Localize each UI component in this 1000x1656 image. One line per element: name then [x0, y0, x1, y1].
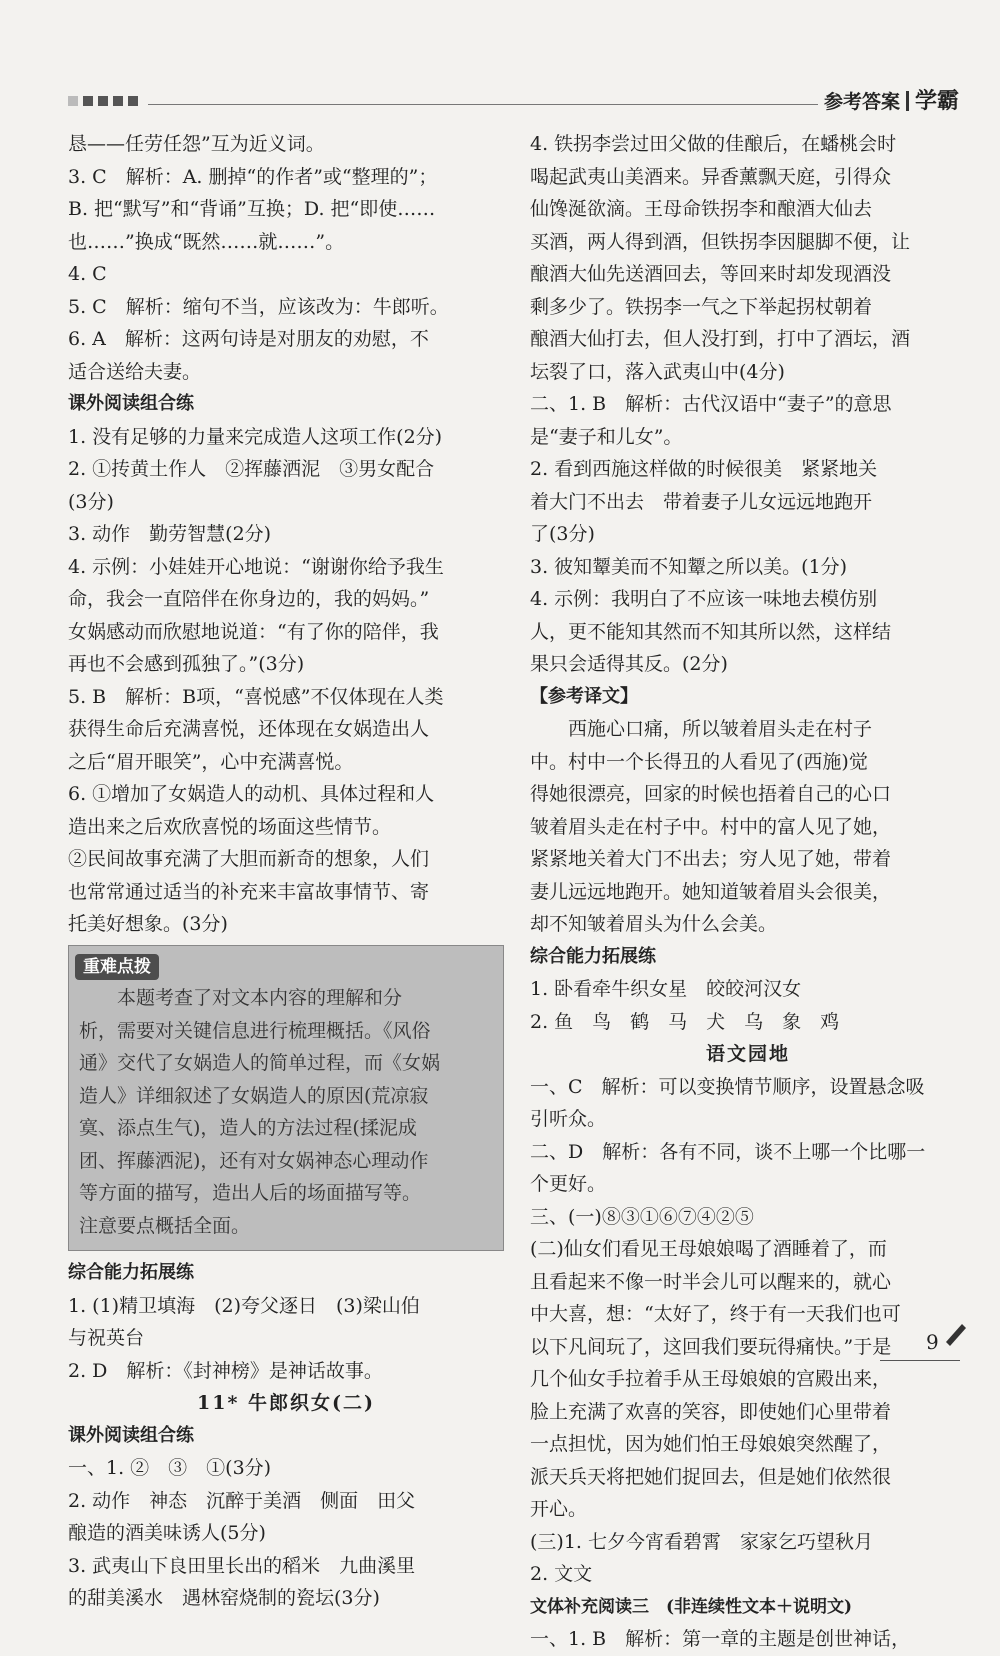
text-line: 1. 没有足够的力量来完成造人这项工作(2分) [68, 425, 443, 448]
key-points-text [79, 982, 493, 1242]
text-line: 人，更不能知其然而不知其所以然，这样结 [530, 620, 892, 643]
lesson-title: 11* 牛郎织女(二) [197, 1392, 375, 1414]
header-label [818, 84, 965, 115]
text-line: 酿酒大仙打去，但人没打到，打中了酒坛，酒 [530, 328, 911, 350]
right-answers-4 [530, 1623, 966, 1656]
text-line: 3. C 解析：A. 删掉“的作者”或“整理的”； [68, 165, 438, 188]
left-column [68, 128, 504, 1615]
text-line: 一、1. B 解析：第一章的主题是创世神话， [530, 1628, 911, 1650]
text-line: 3. 动作 勤劳智慧(2分) [68, 523, 272, 545]
text-line: 是“妻子和儿女”。 [530, 425, 683, 448]
text-line: 坛裂了口，落入武夷山中(4分) [530, 360, 785, 383]
left-answers-3 [68, 1290, 504, 1388]
text-line: 得她很漂亮，回家的时候也捂着自己的心口 [530, 783, 892, 805]
text-line: 开心。 [530, 1498, 588, 1520]
text-line: 引听众。 [530, 1108, 607, 1130]
text-line: 2. 鱼 鸟 鹤 马 犬 乌 象 鸡 [530, 1010, 840, 1033]
text-line: 2. 文文 [530, 1563, 593, 1585]
text-line: 买酒，两人得到酒，但铁拐李因腿脚不便，让 [530, 230, 911, 253]
right-answers-2 [530, 973, 966, 1038]
text-line: 妻儿远远地跑开。她知道皱着眉头会很美， [530, 880, 892, 903]
text-line: 5. B 解析：B项，“喜悦感”不仅体现在人类 [68, 685, 444, 708]
text-line: 二、1. B 解析：古代汉语中“妻子”的意思 [530, 393, 892, 415]
text-line: 适合送给夫妻。 [68, 360, 202, 383]
pen-icon [940, 1318, 970, 1348]
right-answers-1 [530, 128, 966, 681]
text-line: 果只会适得其反。(2分) [530, 653, 728, 675]
text-line: 酿造的酒美味诱人(5分) [68, 1522, 266, 1544]
text-line: 剩多少了。铁拐李一气之下举起拐杖朝着 [530, 295, 873, 318]
text-line: 4. 铁拐李尝过田父做的佳酿后，在蟠桃会时 [530, 133, 897, 155]
left-answers-1 [68, 128, 504, 388]
text-line: 几个仙女手拉着手从王母娘娘的宫殿出来， [530, 1368, 892, 1390]
text-line: 等方面的描写，造出人后的场面描写等。 [79, 1182, 422, 1204]
section-heading: 课外阅读组合练 [68, 1424, 194, 1446]
right-answers-3 [530, 1071, 966, 1591]
text-line: 托美好想象。(3分) [68, 913, 228, 935]
header-answer-label: 参考答案 [824, 91, 901, 113]
text-line: 再也不会感到孤独了。”(3分) [68, 653, 305, 675]
section-heading: 课外阅读组合练 [68, 393, 194, 414]
brand-name: 学霸 [915, 89, 960, 114]
text-line: 通》交代了女娲造人的简单过程，而《女娲 [79, 1052, 441, 1074]
text-line: 一点担忧，因为她们怕王母娘娘突然醒了， [530, 1433, 892, 1455]
text-line: 且看起来不像一时半会儿可以醒来的，就心 [530, 1270, 892, 1293]
text-line: 皱着眉头走在村子中。村中的富人见了她， [530, 815, 892, 838]
page-header [0, 0, 1000, 118]
text-line: 3. 彼知颦美而不知颦之所以美。(1分) [530, 555, 848, 578]
text-line: 2. 看到西施这样做的时候很美 紧紧地关 [530, 458, 878, 480]
right-column [530, 128, 966, 1656]
text-line: 本题考查了对文本内容的理解和分 [117, 987, 403, 1009]
text-line: (三)1. 七夕今宵看碧霄 家家乞巧望秋月 [530, 1530, 873, 1553]
text-line: 喝起武夷山美酒来。异香薰飘天庭，引得众 [530, 165, 892, 188]
text-line: 酿酒大仙先送酒回去，等回来时却发现酒没 [530, 263, 892, 285]
text-line: 4. 示例：我明白了不应该一味地去模仿别 [530, 588, 878, 610]
text-line: 个更好。 [530, 1173, 607, 1195]
left-answers-2 [68, 421, 504, 941]
text-line: 2. D 解析：《封神榜》是神话故事。 [68, 1359, 383, 1382]
text-line: 析，需要对关键信息进行梳理概括。《风俗 [79, 1019, 431, 1042]
text-line: 着大门不出去 带着妻子儿女远远地跑开 [530, 490, 873, 513]
text-line: 之后“眉开眼笑”，心中充满喜悦。 [68, 750, 354, 773]
section-heading: 综合能力拓展练 [530, 945, 656, 967]
text-line: 西施心口痛，所以皱着眉头走在村子 [568, 718, 873, 740]
text-line: 3. 武夷山下良田里长出的稻米 九曲溪里 [68, 1554, 416, 1577]
text-line: (二)仙女们看见王母娘娘喝了酒睡着了，而 [530, 1238, 887, 1260]
text-line: 1. 卧看牵牛织女星 皎皎河汉女 [530, 978, 802, 1000]
text-line: 注意要点概括全面。 [79, 1214, 251, 1237]
left-answers-4 [68, 1452, 504, 1615]
text-line: 4. C [68, 263, 107, 285]
text-line: 也……”换成“既然……就……”。 [68, 230, 345, 253]
page-number: 9 [926, 1330, 939, 1354]
text-line: 脸上充满了欢喜的笑容，即使她们心里带着 [530, 1400, 892, 1423]
text-line: 却不知皱着眉头为什么会美。 [530, 913, 778, 935]
text-line: 6. ①增加了女娲造人的动机、具体过程和人 [68, 783, 435, 805]
text-line: 4. 示例：小娃娃开心地说：“谢谢你给予我生 [68, 555, 444, 578]
text-line: 1. (1)精卫填海 (2)夸父逐日 (3)梁山伯 [68, 1294, 420, 1317]
text-line: 获得生命后充满喜悦，还体现在女娲造出人 [68, 718, 430, 740]
section-heading: 综合能力拓展练 [68, 1262, 194, 1283]
text-line: 2. 动作 神态 沉醉于美酒 侧面 田父 [68, 1489, 416, 1512]
text-line: 2. ①抟黄土作人 ②挥藤洒泥 ③男女配合 [68, 458, 435, 480]
text-line: B. 把“默写”和“背诵”互换；D. 把“即使…… [68, 198, 436, 220]
text-line: 恳——任劳任怨”互为近义词。 [68, 133, 325, 155]
text-line: 以下凡间玩了，这回我们要玩得痛快。”于是 [530, 1335, 892, 1358]
translation-text [530, 713, 966, 941]
text-line: 了(3分) [530, 523, 595, 545]
text-line: (3分) [68, 490, 114, 513]
text-line: 造人》详细叙述了女娲造人的原因(荒凉寂 [79, 1084, 429, 1107]
text-line: 一、C 解析：可以变换情节顺序，设置悬念吸 [530, 1075, 925, 1098]
header-separator [906, 91, 909, 111]
text-line: 中。村中一个长得丑的人看见了(西施)觉 [530, 750, 868, 773]
text-line: 也常常通过适当的补充来丰富故事情节、寄 [68, 880, 430, 903]
footer-rule [880, 1360, 960, 1361]
text-line: 的甜美溪水 遇林窑烧制的瓷坛(3分) [68, 1587, 380, 1609]
key-points-box [68, 945, 504, 1252]
header-decoration [68, 96, 138, 106]
text-line: 团、挥藤洒泥)，还有对女娲神态心理动作 [79, 1149, 429, 1172]
text-line: 一、1. ② ③ ①(3分) [68, 1457, 272, 1479]
text-line: 三、(一)⑧③①⑥⑦④②⑤ [530, 1205, 754, 1228]
text-line: 二、D 解析：各有不同，谈不上哪一个比哪一 [530, 1140, 926, 1163]
supplement-title: 文体补充阅读三 (非连续性文本＋说明文) [530, 1596, 853, 1617]
text-line: 命，我会一直陪伴在你身边的，我的妈妈。” [68, 588, 430, 610]
text-line: 造出来之后欢欣喜悦的场面这些情节。 [68, 815, 392, 838]
text-line: 寞、添点生气)，造人的方法过程(揉泥成 [79, 1117, 417, 1139]
text-line: 派天兵天将把她们捉回去，但是她们依然很 [530, 1465, 892, 1488]
key-points-badge: 重难点拨 [75, 954, 159, 980]
text-line: 女娲感动而欣慰地说道：“有了你的陪伴，我 [68, 620, 439, 643]
text-line: 中大喜，想：“太好了，终于有一天我们也可 [530, 1303, 901, 1325]
translation-heading: 【参考译文】 [530, 685, 638, 707]
text-line: 5. C 解析：缩句不当，应该改为：牛郎听。 [68, 295, 449, 318]
text-line: 与祝英台 [68, 1327, 145, 1349]
text-line: 6. A 解析：这两句诗是对朋友的劝慰，不 [68, 328, 429, 350]
text-line: 紧紧地关着大门不出去；穷人见了她，带着 [530, 848, 892, 870]
garden-title: 语文园地 [705, 1043, 790, 1065]
text-line: 仙馋涎欲滴。王母命铁拐李和酿酒大仙去 [530, 198, 873, 220]
text-line: ②民间故事充满了大胆而新奇的想象，人们 [68, 848, 430, 870]
